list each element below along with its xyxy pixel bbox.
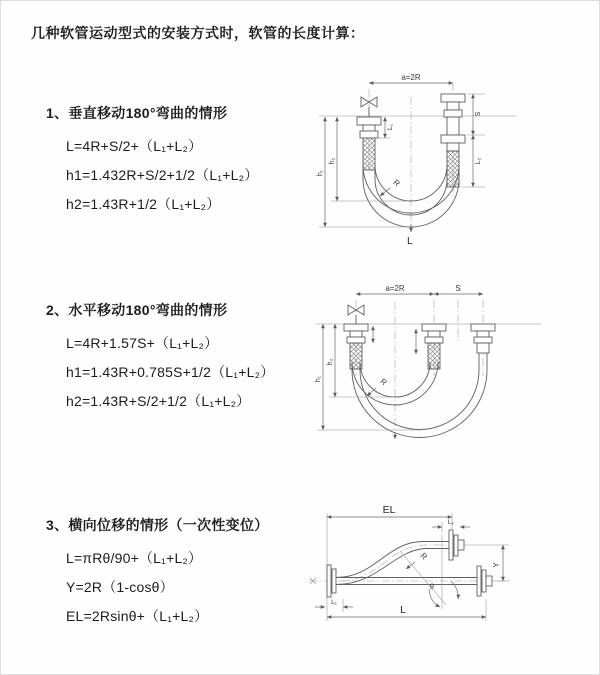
centerlines — [356, 300, 483, 434]
dim-label-l1: L₁ — [387, 123, 394, 131]
section-1-heading: 1、垂直移动180°弯曲的情形 — [46, 105, 228, 121]
formula-s3-el: EL=2Rsinθ+（L₁+L₂） — [66, 608, 209, 624]
dim-label-a2r: a=2R — [385, 284, 405, 293]
dim-label-l1: L₁ — [331, 599, 337, 606]
dim-label-r: R — [391, 177, 402, 189]
formula-s1-h2: h2=1.43R+1/2（L₁+L₂） — [66, 196, 221, 212]
dim-label-s: S — [455, 284, 461, 293]
dim-label-h2: h₂ — [327, 358, 334, 366]
dimension-l1 — [315, 599, 353, 612]
diagram-lateral-displacement — [299, 499, 599, 644]
section-3-heading: 3、横向位移的情形（一次性变位） — [46, 517, 269, 533]
dim-label-l2: L₂ — [475, 157, 482, 165]
radius-callout — [380, 178, 402, 196]
hose-s-curve — [336, 542, 449, 585]
dim-label-r: R — [378, 376, 389, 388]
page-title: 几种软管运动型式的安装方式时，软管的长度计算： — [31, 25, 365, 41]
upper-right-flange — [449, 530, 464, 560]
dimension-el — [327, 504, 452, 621]
dimension-l — [327, 599, 486, 621]
dimension-l2 — [473, 135, 482, 187]
lower-right-flange — [477, 566, 492, 596]
dim-label-theta: θ — [430, 584, 434, 591]
dim-label-l-total: L — [407, 235, 413, 247]
dim-label-h1: h₁ — [317, 169, 324, 177]
diagram-horizontal-180-bend — [311, 284, 591, 459]
section-lateral-displacement — [46, 515, 316, 631]
formula-s3-y: Y=2R（1-cosθ） — [66, 579, 174, 595]
dimension-y — [492, 545, 503, 581]
formula-s1-h1: h1=1.432R+S/2+1/2（L₁+L₂） — [66, 167, 259, 183]
hose-u-bend-position2 — [352, 353, 487, 438]
dim-label-r: R — [418, 551, 429, 562]
section-2-heading: 2、水平移动180°弯曲的情形 — [46, 302, 228, 318]
centerlines — [369, 83, 453, 229]
left-flange-fitting — [357, 117, 381, 138]
dim-label-a2r: a=2R — [401, 73, 421, 82]
right-flange-fitting-lower — [441, 135, 465, 151]
dim-label-h2: h₂ — [329, 157, 336, 165]
dim-label-l2: L₂ — [447, 519, 455, 526]
dimension-a2r — [356, 284, 434, 294]
formula-s1-l: L=4R+S/2+（L₁+L₂） — [66, 138, 203, 154]
section-vertical-movement — [46, 103, 316, 219]
dimension-a2r — [369, 73, 453, 83]
diagram-vertical-180-bend — [311, 69, 591, 264]
left-braided-section — [363, 138, 375, 170]
right-flange-fitting-moved — [471, 324, 495, 353]
right-braided-section — [447, 151, 459, 187]
radius-callout — [406, 551, 429, 569]
dim-label-el: EL — [382, 504, 396, 516]
dim-label-h1: h₁ — [315, 375, 322, 383]
formula-s2-h1: h1=1.43R+0.785S+1/2（L₁+L₂） — [66, 364, 275, 380]
middle-flange-fitting — [422, 324, 446, 343]
formula-s2-l: L=4R+1.57S+（L₁+L₂） — [66, 335, 219, 351]
hose-u-bend-position1 — [352, 362, 438, 405]
dim-label-s: S — [475, 111, 482, 117]
right-flange-fitting-upper — [441, 94, 465, 135]
section-horizontal-movement — [46, 300, 316, 416]
left-flange-fitting — [344, 324, 368, 343]
formula-s2-h2: h2=1.43R+S/2+1/2（L₁+L₂） — [66, 393, 251, 409]
dimension-s — [434, 284, 483, 294]
formula-s3-l: L=πRθ/90+（L₁+L₂） — [66, 550, 203, 566]
dim-label-l: L — [400, 604, 406, 616]
dim-label-y: Y — [492, 562, 501, 568]
